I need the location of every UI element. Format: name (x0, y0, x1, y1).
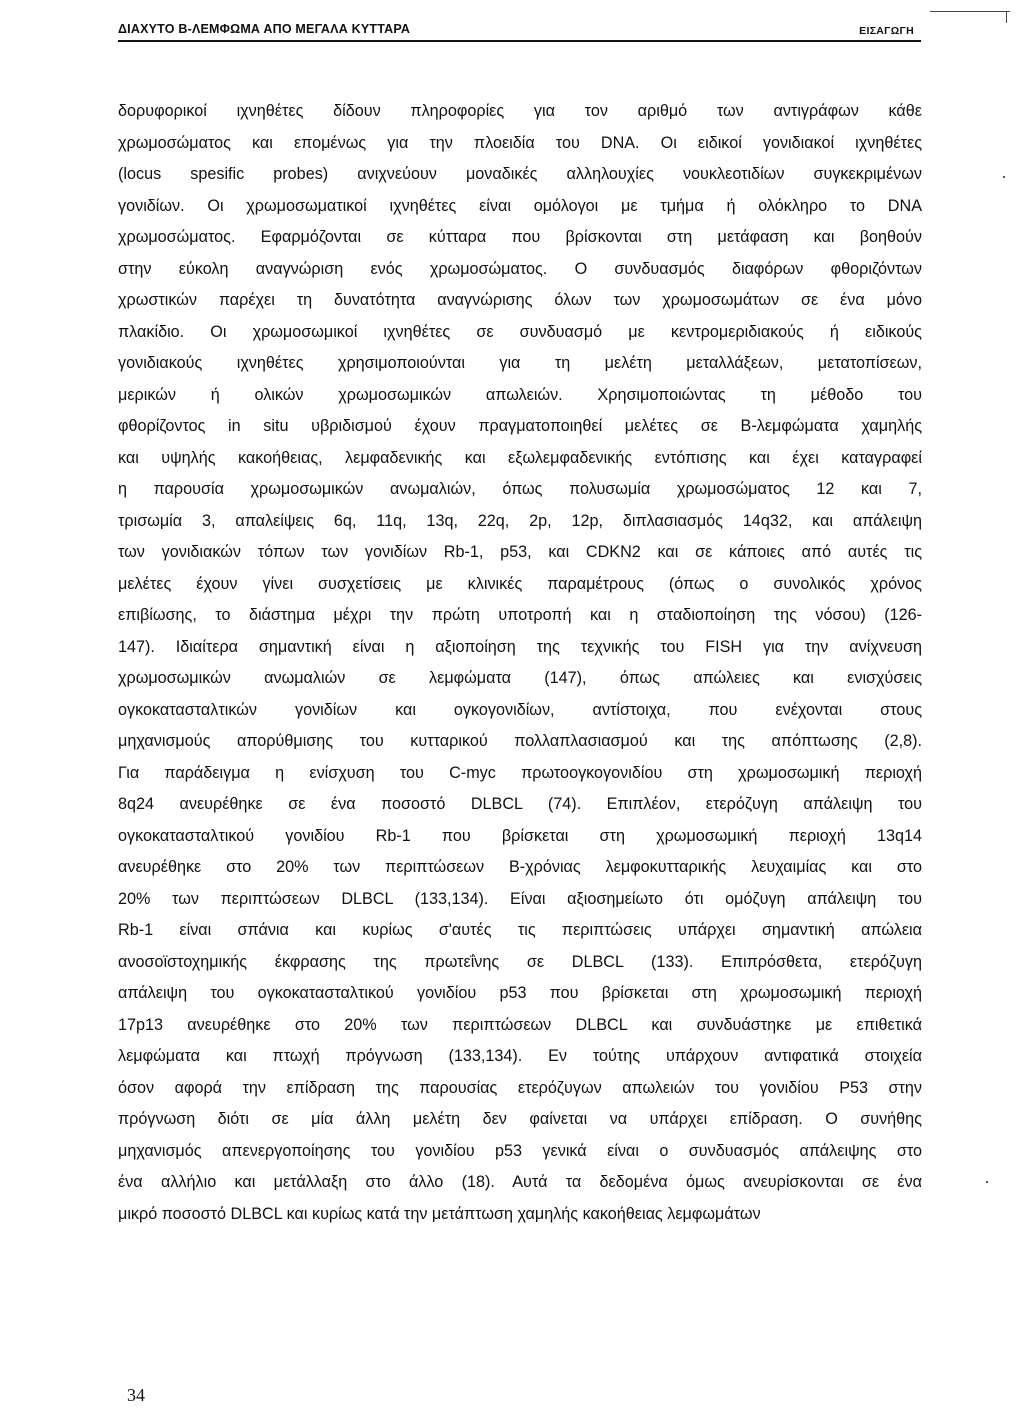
text-line: γονιδιακούς ιχνηθέτες χρησιμοποιούνται για τη μελέτη μεταλλάξεων, μετατοπίσεων, (118, 354, 922, 372)
text-line: στην εύκολη αναγνώριση ενός χρωμοσώματος. Ο συνδυασμός διαφόρων φθοριζόντων (118, 259, 922, 278)
body-paragraph (118, 96, 922, 1230)
text-line: τρισωμία 3, απαλείψεις 6q, 11q, 13q, 22q, 2p, 12p, διπλασιασμός 14q32, και απάλειψη (118, 511, 922, 530)
top-right-rule-tick (1006, 11, 1007, 23)
text-line: (locus spesific probes) ανιχνεύουν μοναδικές αλληλουχίες νουκλεοτιδίων συγκεκριμένων (118, 165, 922, 183)
text-line: λεμφώματα και πτωχή πρόγνωση (133,134). Εν τούτης υπάρχουν αντιφατικά στοιχεία (118, 1047, 922, 1065)
text-line: μελέτες έχουν γίνει συσχετίσεις με κλινικές παραμέτρους (όπως ο συνολικός χρόνος (118, 574, 922, 593)
top-right-rule (930, 11, 1010, 12)
text-line: πλακίδιο. Οι χρωμοσωμικοί ιχνηθέτες σε συνδυασμό με κεντρομεριδιακούς ή ειδικούς (118, 322, 922, 341)
text-line: η παρουσία χρωμοσωμικών ανωμαλιών, όπως πολυσωμία χρωμοσώματος 12 και 7, (118, 480, 922, 498)
text-line: απάλειψη του ογκοκατασταλτικού γονιδίου p53 που βρίσκεται στη χρωμοσωμική περιοχή (118, 984, 922, 1002)
text-line: των γονιδιακών τόπων των γονιδίων Rb-1, p53, και CDKN2 και σε κάποιες από αυτές τις (118, 543, 922, 561)
header-title: ΔΙΑΧΥΤΟ Β-ΛΕΜΦΩΜΑ ΑΠΟ ΜΕΓΑΛΑ ΚΥΤΤΑΡΑ (118, 22, 411, 36)
text-line: 8q24 ανευρέθηκε σε ένα ποσοστό DLBCL (74). Επιπλέον, ετερόζυγη απάλειψη του (118, 795, 922, 813)
header-rule (118, 40, 921, 42)
text-line: 147). Ιδιαίτερα σημαντική είναι η αξιοποίηση της τεχνικής του FISH για την ανίχνευση (118, 637, 922, 656)
text-line: όσον αφορά την επίδραση της παρουσίας ετερόζυγων απωλειών του γονιδίου P53 στην (118, 1078, 922, 1097)
text-line: Rb-1 είναι σπάνια και κυρίως σ'αυτές τις περιπτώσεις υπάρχει σημαντική απώλεια (118, 921, 922, 939)
text-line: χρωμοσώματος και επομένως για την πλοειδία του DNA. Οι ειδικοί γονιδιακοί ιχνηθέτες (118, 133, 922, 152)
text-line: χρωστικών παρέχει τη δυνατότητα αναγνώρισης όλων των χρωμοσωμάτων σε ένα μόνο (118, 291, 922, 309)
header-section: ΕΙΣΑΓΩΓΗ (859, 25, 914, 37)
text-line: πρόγνωση διότι σε μία άλλη μελέτη δεν φαίνεται να υπάρχει επίδραση. Ο συνήθης (118, 1110, 922, 1128)
page-number: 34 (127, 1385, 145, 1405)
margin-mark (1003, 176, 1005, 178)
text-line: φθορίζοντος in situ υβριδισμού έχουν πραγματοποιηθεί μελέτες σε Β-λεμφώματα χαμηλής (118, 417, 922, 435)
text-line: ανευρέθηκε στο 20% των περιπτώσεων Β-χρόνιας λεμφοκυτταρικής λευχαιμίας και στο (118, 858, 922, 876)
text-line: ογκοκατασταλτικού γονιδίου Rb-1 που βρίσκεται στη χρωμοσωμική περιοχή 13q14 (118, 826, 922, 845)
margin-mark (986, 1181, 988, 1183)
text-line: μηχανισμούς απορύθμισης του κυτταρικού πολλαπλασιασμού και της απόπτωσης (2,8). (118, 732, 922, 750)
text-line: επιβίωσης, το διάστημα μέχρι την πρώτη υποτροπή και η σταδιοποίηση της νόσου) (126- (118, 606, 922, 624)
text-line: χρωμοσώματος. Εφαρμόζονται σε κύτταρα που βρίσκονται στη μετάφαση και βοηθούν (118, 228, 922, 246)
text-line: 17p13 ανευρέθηκε στο 20% των περιπτώσεων DLBCL και συνδυάστηκε με επιθετικά (118, 1015, 922, 1034)
text-line: γονιδίων. Οι χρωμοσωματικοί ιχνηθέτες είναι ομόλογοι με τμήμα ή ολόκληρο το DNA (118, 196, 922, 215)
text-line: ένα αλλήλιο και μετάλλαξη στο άλλο (18). Αυτά τα δεδομένα όμως ανευρίσκονται σε ένα (118, 1173, 922, 1191)
running-header (118, 20, 922, 42)
text-line: μερικών ή ολικών χρωμοσωμικών απωλειών. Χρησιμοποιώντας τη μέθοδο του (118, 385, 922, 404)
text-line: χρωμοσωμικών ανωμαλιών σε λεμφώματα (147), όπως απώλειες και ενισχύσεις (118, 669, 922, 687)
text-line: δορυφορικοί ιχνηθέτες δίδουν πληροφορίες για τον αριθμό των αντιγράφων κάθε (118, 102, 922, 120)
text-line: ογκοκατασταλτικών γονιδίων και ογκογονιδίων, αντίστοιχα, που ενέχονται στους (118, 700, 922, 719)
text-line: μηχανισμός απενεργοποίησης του γονιδίου p53 γενικά είναι ο συνδυασμός απάλειψης στο (118, 1141, 922, 1160)
text-line: και υψηλής κακοήθειας, λεμφαδενικής και εξωλεμφαδενικής εντόπισης και έχει καταγραφεί (118, 448, 922, 467)
text-line: ανοσοϊστοχημικής έκφρασης της πρωτεΐνης σε DLBCL (133). Επιπρόσθετα, ετερόζυγη (118, 952, 922, 971)
text-line: μικρό ποσοστό DLBCL και κυρίως κατά την μετάπτωση χαμηλής κακοήθειας λεμφωμάτων (118, 1204, 761, 1223)
text-line: Για παράδειγμα η ενίσχυση του C-myc πρωτοογκογονιδίου στη χρωμοσωμική περιοχή (118, 763, 922, 782)
text-line: 20% των περιπτώσεων DLBCL (133,134). Είναι αξιοσημείωτο ότι ομόζυγη απάλειψη του (118, 889, 922, 908)
